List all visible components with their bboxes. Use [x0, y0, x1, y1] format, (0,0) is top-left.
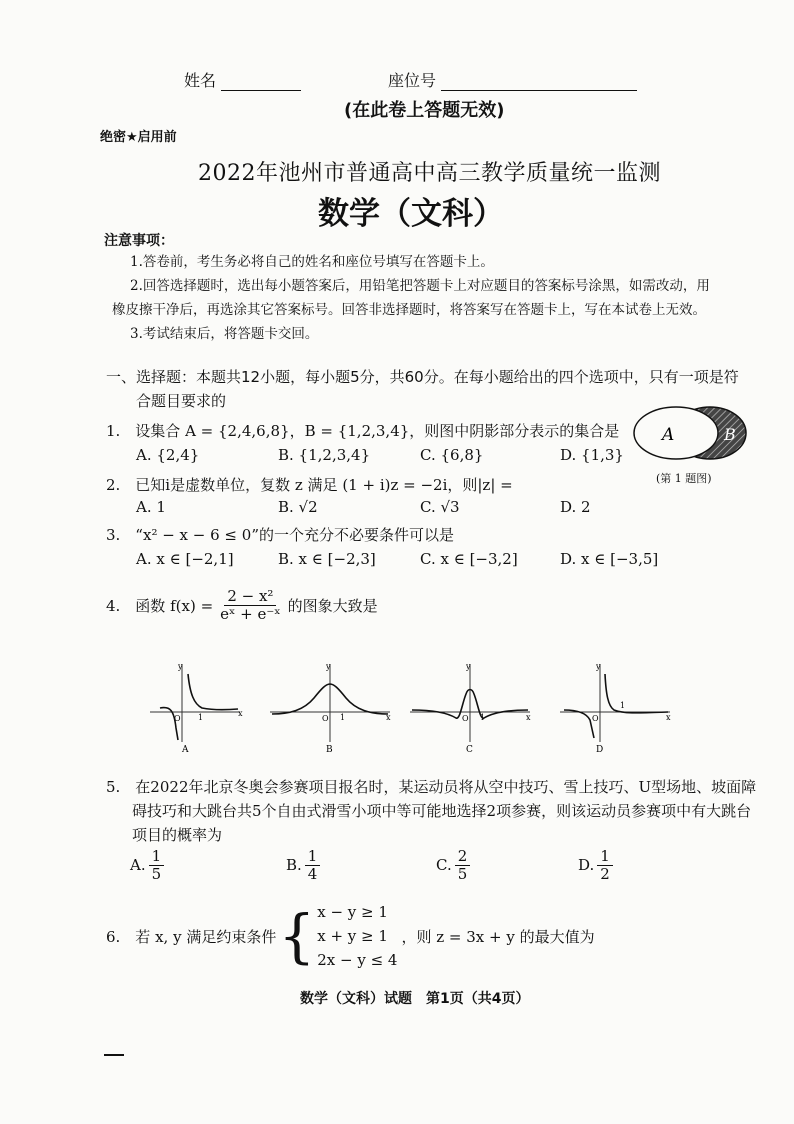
q6-constraint: x − y ≥ 1: [317, 903, 388, 921]
question-6: 6. 若 x, y 满足约束条件 { x − y ≥ 1 x + y ≥ 1 2x − y ≤ 4 ，则 z = 3x + y 的最大值为: [106, 902, 595, 970]
exam-title: 2022年池州市普通高中高三教学质量统一监测: [198, 161, 661, 186]
svg-text:O: O: [592, 714, 599, 723]
q3-option-c: C. x ∈ [−3,2]: [420, 550, 518, 568]
q3-option-a: A. x ∈ [−2,1]: [136, 550, 234, 568]
q5-option-d: D. $\frac{1}{2}$: [578, 848, 613, 882]
svg-text:x: x: [666, 713, 671, 722]
q2-option-a: A. 1: [136, 498, 166, 516]
seat-blank: [441, 74, 637, 91]
graph-d-label: D: [596, 745, 604, 755]
q4-prefix: 4. 函数 f(x) =: [106, 596, 214, 615]
name-field: [184, 68, 301, 91]
notes-heading: 注意事项：: [104, 233, 174, 249]
q4-numerator: 2 − x²: [224, 588, 276, 606]
seat-field: [388, 68, 637, 91]
q6-constraint: x + y ≥ 1: [317, 927, 388, 945]
q5-option-b: B. $\frac{1}{4}$: [286, 848, 320, 882]
name-blank: [221, 74, 301, 91]
q6-constraint: 2x − y ≤ 4: [317, 951, 398, 969]
graph-b: [270, 662, 391, 755]
q4-denominator: eˣ + e⁻ˣ: [220, 604, 281, 623]
svg-text:O: O: [462, 714, 469, 723]
svg-text:y: y: [178, 662, 183, 671]
graph-a-label: A: [182, 745, 189, 755]
svg-text:O: O: [174, 714, 181, 723]
q2-option-b: B. √2: [278, 498, 318, 516]
graph-c: [410, 662, 531, 755]
q2-option-d: D. 2: [560, 498, 591, 516]
question-3: 3. “x² − x − 6 ≤ 0”的一个充分不必要条件可以是: [106, 526, 454, 544]
question-1: 1. 设集合 A = {2,4,6,8}，B = {1,2,3,4}，则图中阴影部分表示的集合是: [106, 422, 620, 440]
section-header-cont: 合题目要求的: [136, 392, 227, 410]
svg-text:1: 1: [198, 713, 204, 722]
secret-label: 绝密★启用前: [100, 130, 177, 145]
question-4: [106, 588, 378, 622]
question-5-cont: 碍技巧和大跳台共5个自由式滑雪小项中等可能地选择2项参赛，则该运动员参赛项中有大跳台: [132, 802, 752, 820]
q5-option-a: A. $\frac{1}{5}$: [130, 848, 164, 882]
svg-text:y: y: [326, 662, 331, 671]
question-2: 2. 已知i是虚数单位，复数 z 满足 (1 + i)z = −2i，则|z| =: [106, 476, 513, 494]
name-label: 姓名: [184, 71, 217, 90]
venn-diagram: [628, 402, 758, 466]
q6-constraints: [317, 900, 397, 972]
notes-item: 3.考试结束后，将答题卡交回。: [130, 326, 319, 342]
q1-option-d: D. {1,3}: [560, 446, 624, 464]
q1-option-b: B. {1,2,3,4}: [278, 446, 371, 464]
svg-text:1: 1: [620, 701, 626, 710]
graph-a: [150, 662, 243, 755]
venn-caption: (第 1 题图): [656, 472, 712, 485]
q4-graphs: [140, 660, 760, 756]
q4-fraction: [217, 588, 284, 622]
page-footer: 数学（文科）试题 第1页（共4页）: [300, 991, 530, 1007]
q2-option-c: C. √3: [420, 498, 460, 516]
q3-option-d: D. x ∈ [−3,5]: [560, 550, 659, 568]
question-5: 5. 在2022年北京冬奥会参赛项目报名时，某运动员将从空中技巧、雪上技巧、U型场地、坡面障: [106, 778, 757, 796]
q3-option-b: B. x ∈ [−2,3]: [278, 550, 376, 568]
section-header: 一、选择题：本题共12小题，每小题5分，共60分。在每小题给出的四个选项中，只有一项是符: [106, 368, 739, 386]
question-5-cont: 项目的概率为: [132, 826, 223, 844]
svg-text:O: O: [322, 714, 329, 723]
q1-option-c: C. {6,8}: [420, 446, 484, 464]
svg-text:x: x: [238, 709, 243, 718]
svg-text:1: 1: [340, 713, 346, 722]
venn-label-a: A: [662, 425, 675, 445]
venn-label-b: B: [724, 425, 736, 444]
graph-b-label: B: [326, 745, 333, 755]
notes-item: 1.答卷前，考生务必将自己的姓名和座位号填写在答题卡上。: [130, 254, 494, 270]
graph-c-label: C: [466, 745, 473, 755]
q6-prefix: 6. 若 x, y 满足约束条件: [106, 927, 277, 946]
svg-text:y: y: [596, 662, 601, 671]
svg-text:1: 1: [480, 713, 486, 722]
q4-suffix: 的图象大致是: [287, 596, 378, 615]
invalid-notice: (在此卷上答题无效): [344, 100, 505, 121]
notes-item: 橡皮擦干净后，再选涂其它答案标号。回答非选择题时，将答案写在答题卡上，写在本试卷上无效。: [112, 302, 706, 318]
subject-title: 数学（文科）: [318, 196, 504, 232]
venn-set-a: [634, 407, 718, 459]
seat-label: 座位号: [388, 71, 437, 90]
notes-item: 2.回答选择题时，选出每小题答案后，用铅笔把答题卡上对应题目的答案标号涂黑，如需改动，用: [130, 278, 710, 294]
svg-text:x: x: [386, 713, 391, 722]
q1-option-a: A. {2,4}: [136, 446, 200, 464]
graph-d: [560, 662, 671, 755]
svg-text:y: y: [466, 662, 471, 671]
q6-suffix: ，则 z = 3x + y 的最大值为: [401, 927, 595, 946]
svg-text:x: x: [526, 713, 531, 722]
corner-mark: [104, 1054, 124, 1056]
q5-option-c: C. $\frac{2}{5}$: [436, 848, 470, 882]
